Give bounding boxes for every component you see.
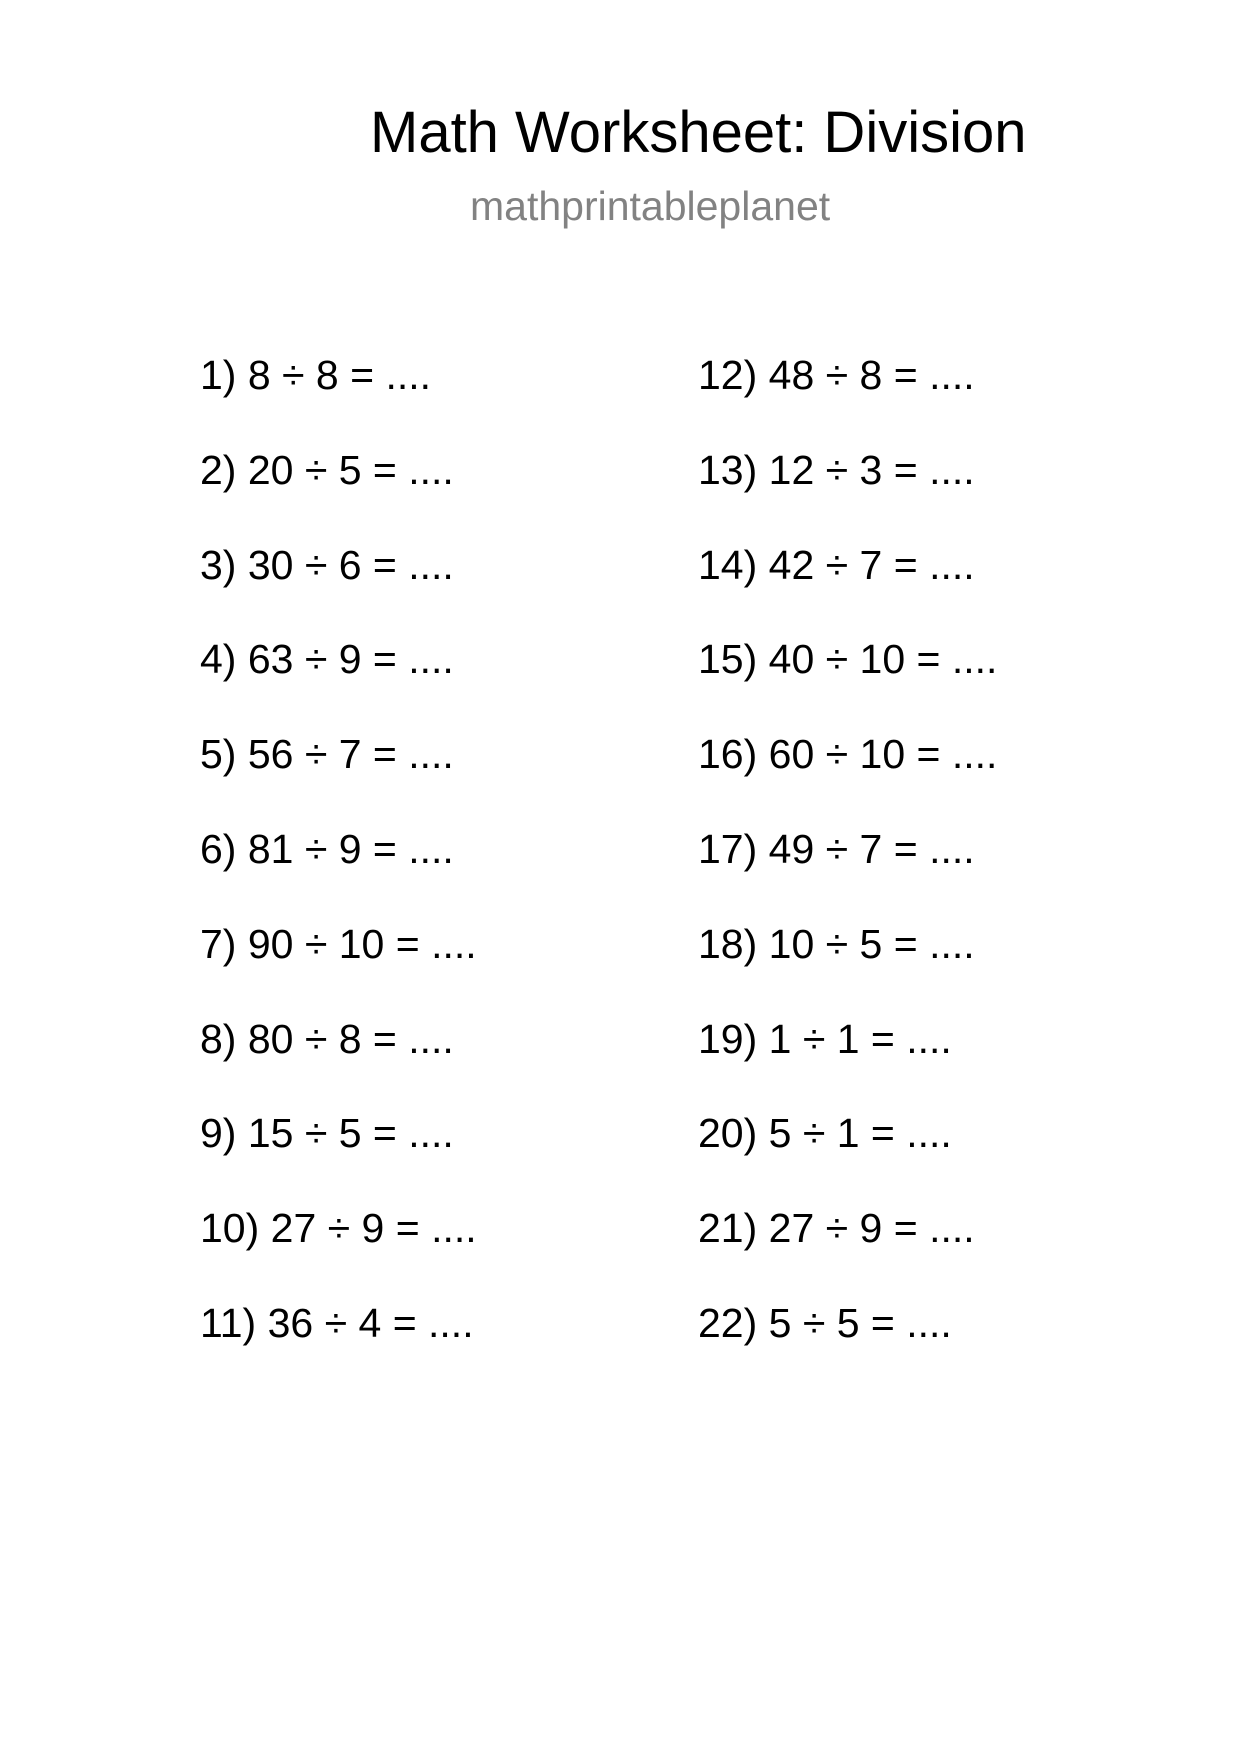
problem-13: 13) 12 ÷ 3 = .... (698, 446, 975, 493)
worksheet-title: Math Worksheet: Division (370, 100, 1027, 165)
problem-6: 6) 81 ÷ 9 = .... (200, 825, 454, 872)
problems-right-column (698, 349, 997, 1392)
problem-1: 1) 8 ÷ 8 = .... (200, 352, 432, 398)
problem-10: 10) 27 ÷ 9 = .... (200, 1205, 477, 1252)
problem-2: 2) 20 ÷ 5 = .... (200, 446, 454, 493)
problem-20: 20) 5 ÷ 1 = .... (698, 1110, 952, 1157)
problem-17: 17) 49 ÷ 7 = .... (698, 825, 975, 872)
problem-12: 12) 48 ÷ 8 = .... (698, 352, 975, 398)
problem-15: 15) 40 ÷ 10 = .... (698, 636, 998, 683)
problem-4: 4) 63 ÷ 9 = .... (200, 636, 454, 683)
worksheet-source: mathprintableplanet (470, 183, 831, 229)
problem-14: 14) 42 ÷ 7 = .... (698, 541, 975, 588)
problem-9: 9) 15 ÷ 5 = .... (200, 1110, 454, 1157)
problems-left-column (200, 349, 477, 1392)
problem-22: 22) 5 ÷ 5 = .... (698, 1299, 952, 1346)
problem-8: 8) 80 ÷ 8 = .... (200, 1015, 454, 1062)
problem-3: 3) 30 ÷ 6 = .... (200, 541, 454, 588)
problem-16: 16) 60 ÷ 10 = .... (698, 731, 998, 778)
problem-5: 5) 56 ÷ 7 = .... (200, 731, 454, 778)
problem-19: 19) 1 ÷ 1 = .... (698, 1015, 952, 1062)
problem-7: 7) 90 ÷ 10 = .... (200, 920, 477, 967)
problem-11: 11) 36 ÷ 4 = .... (200, 1299, 474, 1346)
problem-18: 18) 10 ÷ 5 = .... (698, 920, 975, 967)
problem-21: 21) 27 ÷ 9 = .... (698, 1205, 975, 1252)
